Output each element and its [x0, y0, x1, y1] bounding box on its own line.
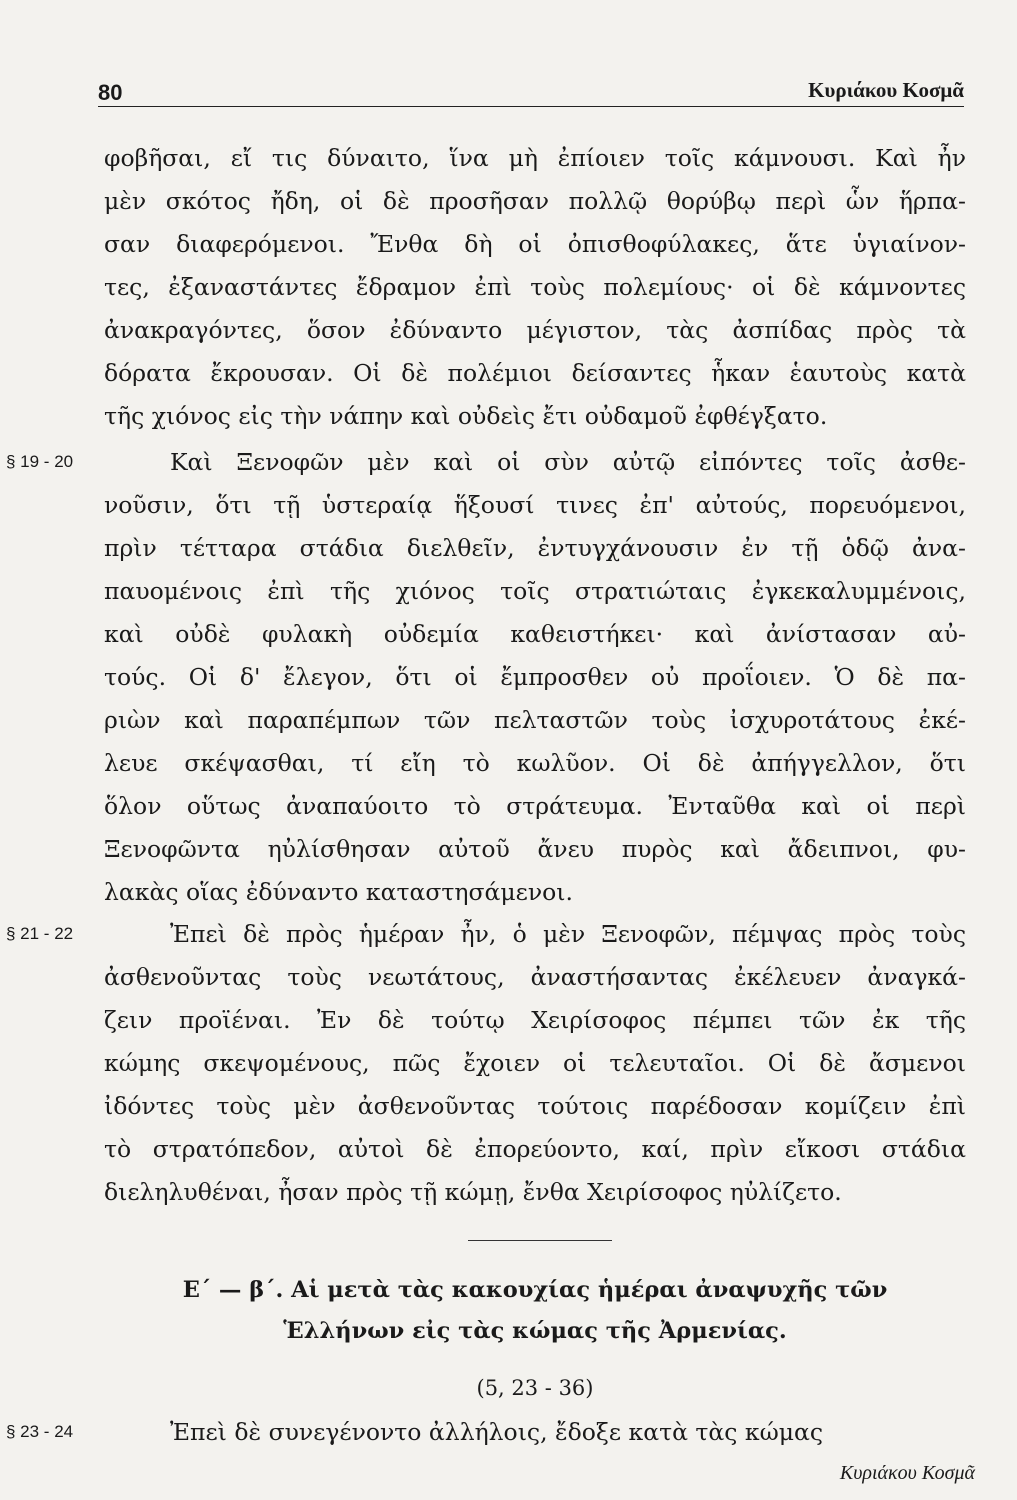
footer-signature: Κυριάκου Κοσμᾶ [839, 1462, 975, 1484]
text-line: ὅλον οὕτως ἀναπαύοιτο τὸ στράτευμα. Ἐνταῦθα καὶ οἱ περὶ [104, 792, 966, 820]
text-line: μὲν σκότος ἤδη, οἱ δὲ προσῆσαν πολλῷ θορύβῳ περὶ ὧν ἥρπα- [104, 187, 966, 215]
text-line: ἀνακραγόντες, ὅσον ἐδύναντο μέγιστον, τὰς ἀσπίδας πρὸς τὰ [104, 316, 966, 344]
text-line: ἀσθενοῦντας τοὺς νεωτάτους, ἀναστήσαντας ἐκέλευεν ἀναγκά- [104, 963, 966, 991]
text-line: Ξενοφῶντα ηὐλίσθησαν αὐτοῦ ἄνευ πυρὸς καὶ ἄδειπνοι, φυ- [104, 835, 966, 863]
text-line: νοῦσιν, ὅτι τῇ ὑστεραίᾳ ἥξουσί τινες ἐπ' αὐτούς, πορευόμενοι, [104, 491, 966, 519]
text-line: λακὰς οἵας ἐδύναντο καταστησάμενοι. [104, 878, 573, 906]
section-divider [468, 1240, 612, 1241]
text-line: φοβῆσαι, εἴ τις δύναιτο, ἵνα μὴ ἐπίοιεν τοῖς κάμνουσι. Καὶ ἦν [104, 144, 966, 172]
page-number: 80 [98, 80, 123, 105]
text-line: δόρατα ἔκρουσαν. Οἱ δὲ πολέμιοι δείσαντες ἧκαν ἑαυτοὺς κατὰ [104, 359, 966, 387]
margin-ref: § 19 - 20 [6, 452, 74, 471]
margin-ref: § 21 - 22 [6, 924, 74, 943]
text-line: Καὶ Ξενοφῶν μὲν καὶ οἱ σὺν αὐτῷ εἰπόντες τοῖς ἀσθε- [170, 448, 966, 476]
section-title: Ε΄ — β΄. Αἱ μετὰ τὰς κακουχίας ἡμέραι ἀναψυχῆς τῶν [182, 1277, 888, 1303]
text-line: Ἐπεὶ δὲ πρὸς ἡμέραν ἦν, ὁ μὲν Ξενοφῶν, πέμψας πρὸς τοὺς [170, 920, 966, 948]
text-line: τῆς χιόνος εἰς τὴν νάπην καὶ οὐδεὶς ἔτι οὐδαμοῦ ἐφθέγξατο. [104, 402, 828, 430]
section-range: (5, 23 - 36) [476, 1376, 594, 1400]
text-line: παυομένοις ἐπὶ τῆς χιόνος τοῖς στρατιώταις ἐγκεκαλυμμένοις, [104, 577, 966, 605]
text-line: καὶ οὐδὲ φυλακὴ οὐδεμία καθειστήκει· καὶ ἀνίστασαν αὐ- [104, 620, 966, 648]
text-line: πρὶν τέτταρα στάδια διελθεῖν, ἐντυγχάνουσιν ἐν τῇ ὁδῷ ἀνα- [104, 534, 966, 562]
text-line: ζειν προϊέναι. Ἐν δὲ τούτῳ Χειρίσοφος πέμπει τῶν ἐκ τῆς [104, 1006, 966, 1034]
text-line: λευε σκέψασθαι, τί εἴη τὸ κωλῦον. Οἱ δὲ ἀπήγγελλον, ὅτι [104, 749, 966, 777]
running-head: Κυριάκου Κοσμᾶ [808, 78, 964, 102]
section-subtitle: Ἑλλήνων εἰς τὰς κώμας τῆς Ἀρμενίας. [283, 1318, 787, 1344]
text-line: ριὼν καὶ παραπέμπων τῶν πελταστῶν τοὺς ἰσχυροτάτους ἐκέ- [104, 706, 966, 734]
text-line: τὸ στρατόπεδον, αὐτοὶ δὲ ἐπορεύοντο, καί, πρὶν εἴκοσι στάδια [104, 1135, 966, 1163]
text-line: τούς. Οἱ δ' ἔλεγον, ὅτι οἱ ἔμπροσθεν οὐ προΐοιεν. Ὁ δὲ πα- [104, 663, 966, 691]
text-line: σαν διαφερόμενοι. Ἔνθα δὴ οἱ ὀπισθοφύλακες, ἅτε ὑγιαίνον- [104, 230, 966, 258]
text-line: κώμης σκεψομένους, πῶς ἔχοιεν οἱ τελευταῖοι. Οἱ δὲ ἄσμενοι [104, 1049, 966, 1077]
text-line: ἰδόντες τοὺς μὲν ἀσθενοῦντας τούτοις παρέδοσαν κομίζειν ἐπὶ [104, 1092, 966, 1120]
page-header [98, 72, 964, 107]
margin-ref: § 23 - 24 [6, 1422, 74, 1441]
text-line: Ἐπεὶ δὲ συνεγένοντο ἀλλήλοις, ἔδοξε κατὰ τὰς κώμας [170, 1418, 824, 1446]
text-line: διεληλυθέναι, ἦσαν πρὸς τῇ κώμῃ, ἔνθα Χειρίσοφος ηὐλίζετο. [104, 1178, 842, 1206]
text-line: τες, ἐξαναστάντες ἔδραμον ἐπὶ τοὺς πολεμίους· οἱ δὲ κάμνοντες [104, 273, 966, 301]
